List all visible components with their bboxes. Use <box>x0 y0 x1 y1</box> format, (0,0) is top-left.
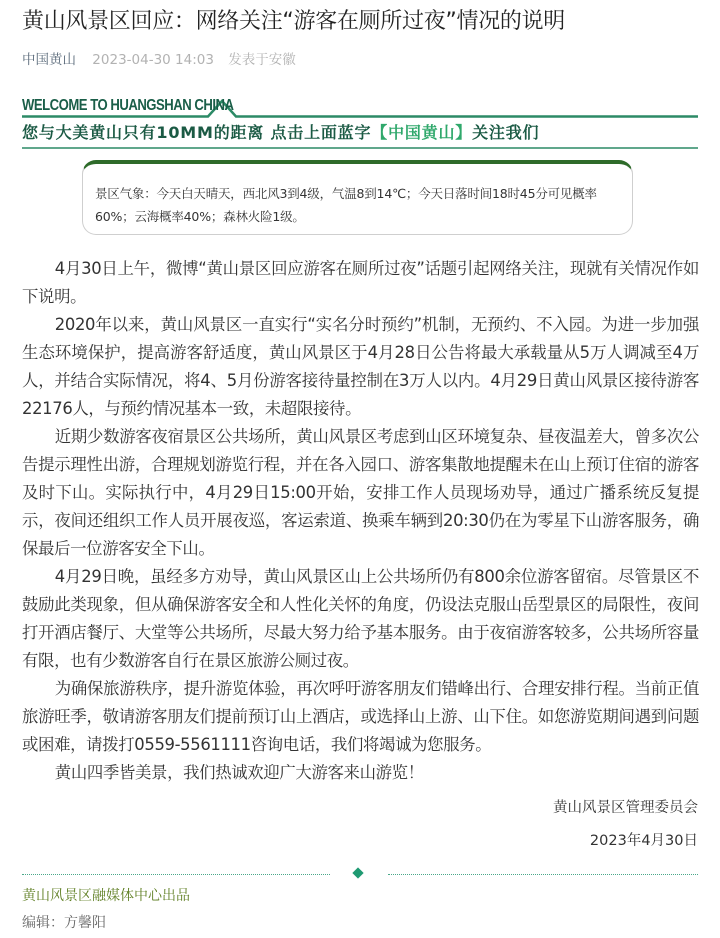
weather-text: 景区气象：今天白天晴天，西北风3到4级，气温8到14℃；今天日落时间18时45分可见概率60%；云海概率40%；森林火险1级。 <box>95 186 597 224</box>
banner-slogan-suffix: 关注我们 <box>472 123 540 142</box>
article-body <box>22 255 699 787</box>
paragraph: 黄山四季皆美景，我们热诚欢迎广大游客来山游览！ <box>54 763 424 782</box>
paragraph: 4月30日上午，微博“黄山景区回应游客在厕所过夜”话题引起网络关注，现就有关情况作如下说明。 <box>22 259 699 306</box>
banner-slogan-account: 【中国黄山】 <box>371 123 473 142</box>
article-title: 黄山风景区回应：网络关注“游客在厕所过夜”情况的说明 <box>22 9 565 34</box>
signature-org: 黄山风景区管理委员会 <box>553 800 698 816</box>
footer-editor: 编辑：方馨阳 <box>22 915 106 931</box>
paragraph: 4月29日晚，虽经多方劝导，黄山风景区山上公共场所仍有800余位游客留宿。尽管景区不鼓励此类现象，但从确保游客安全和人性化关怀的角度，仍设法克服山岳型景区的局限性，夜间打开酒店餐厅、大堂等公共场所，尽最大努力给予基本服务。由于夜宿游客较多，公共场所容量有限，也有少数游客自行在景区旅游公厕过夜。 <box>22 567 699 670</box>
paragraph: 近期少数游客夜宿景区公共场所，黄山风景区考虑到山区环境复杂、昼夜温差大，曾多次公告提示理性出游，合理规划游览行程，并在各入园口、游客集散地提醒未在山上预订住宿的游客及时下山。实际执行中，4月29日15:00开始，安排工作人员现场劝导，通过广播系统反复提示，夜间还组织工作人员开展夜巡，客运索道、换乘车辆到20:30仍在为零星下山游客服务，确保最后一位游客安全下山。 <box>22 427 699 558</box>
article-meta <box>22 50 296 70</box>
divider-line-right <box>388 874 698 875</box>
diamond-icon <box>352 867 363 878</box>
banner-slogan-prefix: 您与大美黄山只有10MM的距离 点击上面蓝字 <box>22 123 372 142</box>
publish-time: 2023-04-30 14:03 <box>92 52 214 68</box>
publish-location: 发表于安徽 <box>228 52 296 68</box>
footer-divider <box>22 868 698 880</box>
paragraph: 2020年以来，黄山风景区一直实行“实名分时预约”机制，无预约、不入园。为进一步加强生态环境保护，提高游客舒适度，黄山风景区于4月28日公告将最大承载量从5万人调减至4万人，并结合实际情况，将4、5月份游客接待量控制在3万人以内。4月29日黄山风景区接待游客22176人，与预约情况基本一致，未超限接待。 <box>22 315 699 418</box>
banner-welcome-text: WELCOME TO HUANGSHAN CHINA <box>22 97 234 114</box>
welcome-banner <box>22 92 698 150</box>
divider-line-left <box>22 874 330 875</box>
weather-info-box <box>82 160 633 235</box>
signature-date: 2023年4月30日 <box>589 833 698 849</box>
banner-slogan <box>22 122 539 144</box>
footer-credit: 黄山风景区融媒体中心出品 <box>22 888 190 904</box>
paragraph: 为确保旅游秩序，提升游览体验，再次呼吁游客朋友们错峰出行、合理安排行程。当前正值旅游旺季，敬请游客朋友们提前预订山上酒店，或选择山上游、山下住。如您游览期间遇到问题或困难，请拨打0559-5561111咨询电话，我们将竭诚为您服务。 <box>22 679 699 754</box>
account-name-link[interactable]: 中国黄山 <box>22 52 76 68</box>
